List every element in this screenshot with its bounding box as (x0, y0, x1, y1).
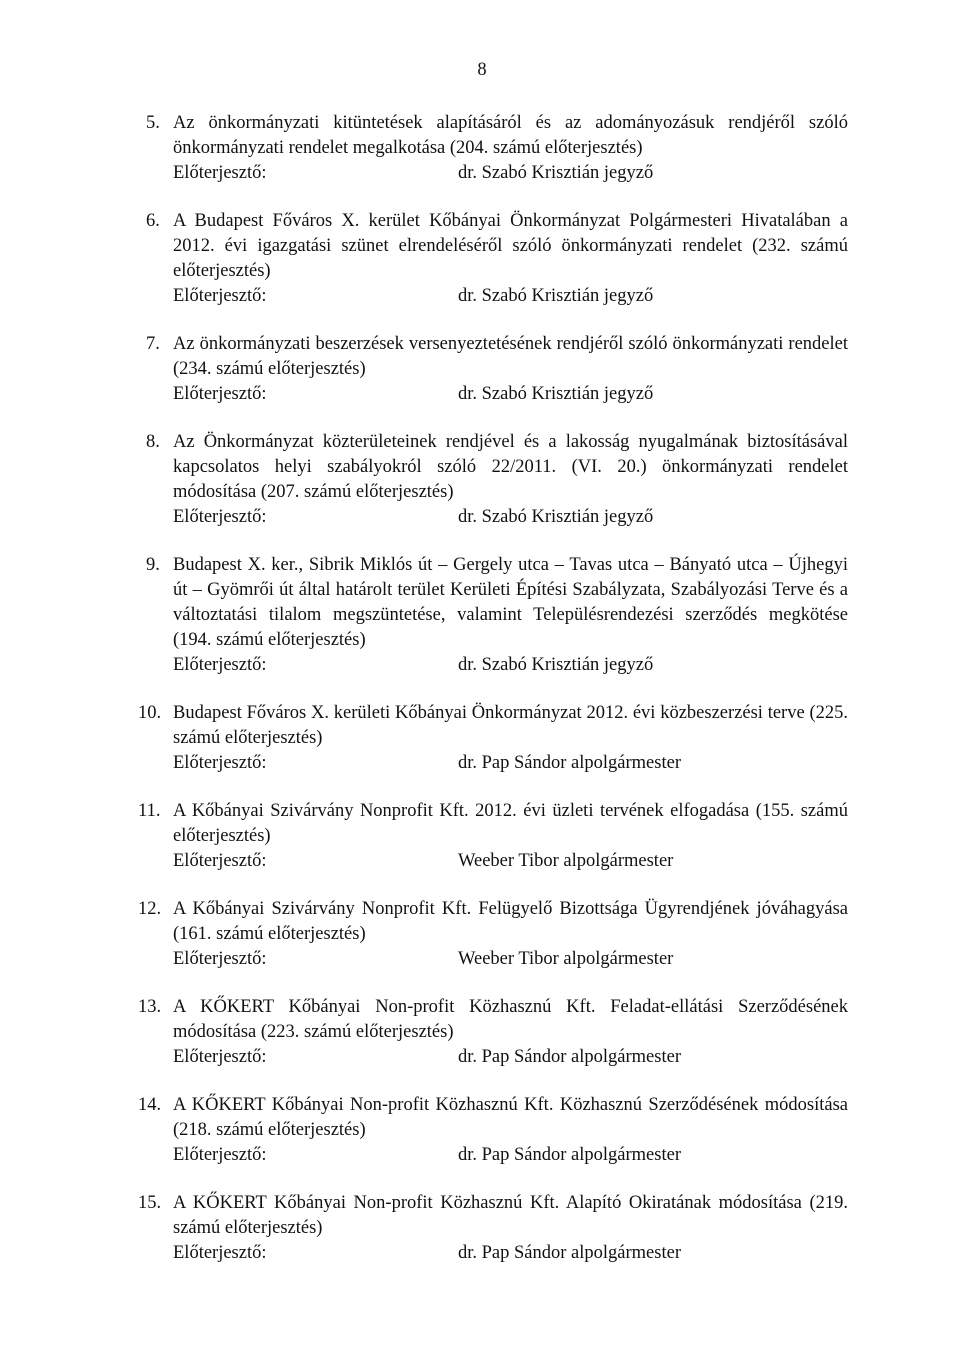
presenter-label: Előterjesztő: (173, 851, 267, 871)
item-number: 14. (138, 1095, 162, 1115)
agenda-item-10 (138, 701, 848, 776)
presenter-label: Előterjesztő: (173, 1047, 267, 1067)
presenter-name: dr. Szabó Krisztián jegyző (458, 507, 654, 527)
presenter-row (173, 382, 848, 407)
presenter-label: Előterjesztő: (173, 163, 267, 183)
item-text: A KŐKERT Kőbányai Non-profit Közhasznú Kft. Közhasznú Szerződésének módosítása (218. számú előterjesztés) (173, 1095, 848, 1140)
presenter-name: dr. Pap Sándor alpolgármester (458, 1047, 681, 1067)
presenter-label: Előterjesztő: (173, 655, 267, 675)
agenda-item-5 (138, 111, 848, 186)
item-text: Az Önkormányzat közterületeinek rendjével és a lakosság nyugalmának biztosításával kapcsolatos helyi szabályokról szóló 22/2011. (VI. 20.) önkormányzati rendelet módosítása (207. számú előterjesztés) (173, 432, 848, 502)
agenda-item-12 (138, 897, 848, 972)
item-number: 13. (138, 997, 162, 1017)
presenter-name: dr. Pap Sándor alpolgármester (458, 753, 681, 773)
agenda-item-8 (138, 430, 848, 530)
presenter-label: Előterjesztő: (173, 507, 267, 527)
item-number: 12. (138, 899, 162, 919)
item-text: A Kőbányai Szivárvány Nonprofit Kft. Felügyelő Bizottsága Ügyrendjének jóváhagyása (161. számú előterjesztés) (173, 899, 848, 944)
presenter-label: Előterjesztő: (173, 949, 267, 969)
presenter-label: Előterjesztő: (173, 384, 267, 404)
presenter-row (173, 1143, 848, 1168)
presenter-label: Előterjesztő: (173, 286, 267, 306)
agenda-item-13 (138, 995, 848, 1070)
agenda-item-9 (138, 553, 848, 678)
agenda-item-6 (138, 209, 848, 309)
item-number: 15. (138, 1193, 162, 1213)
presenter-name: dr. Szabó Krisztián jegyző (458, 384, 654, 404)
agenda-item-11 (138, 799, 848, 874)
item-number: 5. (146, 113, 160, 133)
item-text: A KŐKERT Kőbányai Non-profit Közhasznú Kft. Alapító Okiratának módosítása (219. számú előterjesztés) (173, 1193, 848, 1238)
presenter-name: dr. Szabó Krisztián jegyző (458, 655, 654, 675)
presenter-row (173, 1241, 848, 1266)
presenter-name: Weeber Tibor alpolgármester (458, 949, 674, 969)
presenter-label: Előterjesztő: (173, 1145, 267, 1165)
item-number: 10. (138, 703, 162, 723)
item-number: 9. (146, 555, 160, 575)
page-number: 8 (477, 60, 487, 80)
item-number: 7. (146, 334, 160, 354)
presenter-row (173, 284, 848, 309)
item-number: 11. (138, 801, 161, 821)
presenter-name: dr. Pap Sándor alpolgármester (458, 1145, 681, 1165)
item-text: A Kőbányai Szivárvány Nonprofit Kft. 2012. évi üzleti tervének elfogadása (155. számú előterjesztés) (173, 801, 848, 846)
presenter-label: Előterjesztő: (173, 1243, 267, 1263)
presenter-row (173, 161, 848, 186)
item-text: A KŐKERT Kőbányai Non-profit Közhasznú Kft. Feladat-ellátási Szerződésének módosítása (223. számú előterjesztés) (173, 997, 848, 1042)
presenter-name: dr. Pap Sándor alpolgármester (458, 1243, 681, 1263)
item-number: 8. (146, 432, 160, 452)
presenter-row (173, 751, 848, 776)
item-text: Budapest X. ker., Sibrik Miklós út – Gergely utca – Tavas utca – Bányató utca – Újhegyi út – Gyömrői út által határolt terület Kerületi Építési Szabályzata, Szabályozási Terve és a változtatási tilalom megszüntetése, valamint Településrendezési szerződés megkötése (194. számú előterjesztés) (173, 555, 848, 650)
presenter-name: dr. Szabó Krisztián jegyző (458, 286, 654, 306)
presenter-name: Weeber Tibor alpolgármester (458, 851, 674, 871)
agenda-item-14 (138, 1093, 848, 1168)
presenter-name: dr. Szabó Krisztián jegyző (458, 163, 654, 183)
presenter-row (173, 947, 848, 972)
presenter-row (173, 505, 848, 530)
presenter-row (173, 1045, 848, 1070)
presenter-row (173, 849, 848, 874)
presenter-label: Előterjesztő: (173, 753, 267, 773)
presenter-row (173, 653, 848, 678)
item-number: 6. (146, 211, 160, 231)
item-text: Az önkormányzati kitüntetések alapításáról és az adományozásuk rendjéről szóló önkormányzati rendelet megalkotása (204. számú előterjesztés) (173, 113, 848, 158)
agenda-item-7 (138, 332, 848, 407)
item-text: Budapest Főváros X. kerületi Kőbányai Önkormányzat 2012. évi közbeszerzési terve (225. számú előterjesztés) (173, 703, 848, 748)
agenda-list (138, 111, 848, 1289)
item-text: Az önkormányzati beszerzések versenyeztetésének rendjéről szóló önkormányzati rendelet (234. számú előterjesztés) (173, 334, 848, 379)
item-text: A Budapest Főváros X. kerület Kőbányai Önkormányzat Polgármesteri Hivatalában a 2012. évi igazgatási szünet elrendeléséről szóló önkormányzati rendelet (232. számú előterjesztés) (173, 211, 848, 281)
agenda-item-15 (138, 1191, 848, 1266)
